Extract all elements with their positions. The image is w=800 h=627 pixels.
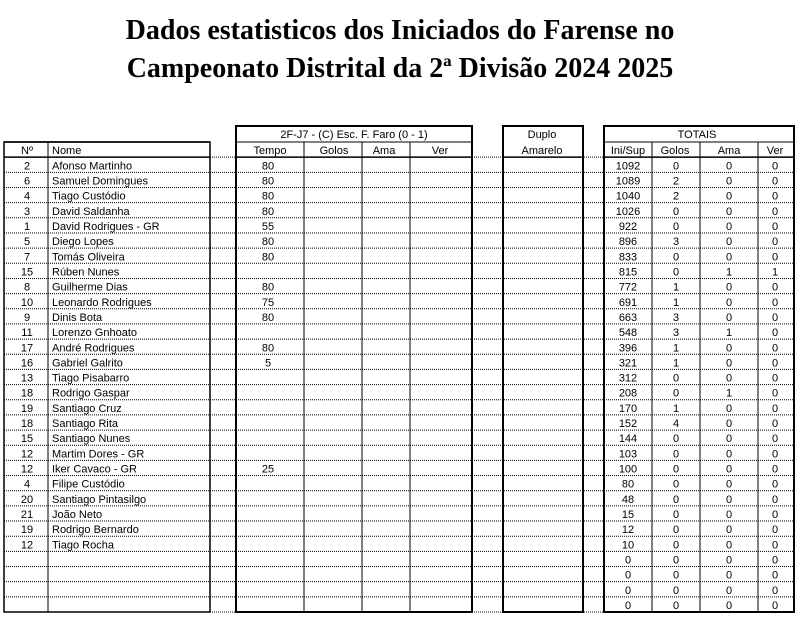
cell-total-ver: 0 [771,554,779,567]
cell-total-ini: 152 [618,418,638,431]
cell-tempo: 80 [261,251,275,264]
cell-number: 17 [20,342,34,355]
cell-tempo: 80 [261,236,275,249]
cell-total-ama: 0 [725,281,733,294]
cell-total-ver: 0 [771,160,779,173]
cell-total-ini: 103 [618,448,638,461]
cell-number: 20 [20,493,34,506]
cell-total-golos: 0 [672,569,680,582]
cell-total-ini: 1026 [615,205,641,218]
cell-tempo: 80 [261,160,275,173]
cell-name: Santiago Cruz [52,402,122,415]
cell-name: Rodrigo Bernardo [52,524,139,537]
cell-name: Tiago Rocha [52,539,114,552]
cell-name: Rúben Nunes [52,266,120,279]
cell-total-golos: 3 [672,327,680,340]
cell-total-ama: 1 [725,327,733,340]
cell-total-golos: 0 [672,372,680,385]
cell-total-ver: 0 [771,463,779,476]
cell-number: 10 [20,296,34,309]
cell-tempo: 80 [261,342,275,355]
cell-number: 12 [20,448,34,461]
cell-total-ver: 0 [771,433,779,446]
cell-total-ver: 0 [771,372,779,385]
cell-total-golos: 3 [672,236,680,249]
cell-name: Tomás Oliveira [52,251,125,264]
cell-number: 12 [20,463,34,476]
cell-total-golos: 0 [672,524,680,537]
cell-total-ver: 0 [771,281,779,294]
header-game: 2F-J7 - (C) Esc. F. Faro (0 - 1) [280,129,428,141]
cell-total-ama: 0 [725,524,733,537]
cell-number: 6 [23,175,31,188]
header-totals: TOTAIS [677,129,717,141]
cell-name: Leonardo Rodrigues [52,296,152,309]
cell-total-ini: 0 [624,600,632,612]
cell-total-ini: 833 [618,251,638,264]
cell-number: 15 [20,266,34,279]
cell-number: 18 [20,387,34,400]
cell-total-ver: 0 [771,220,779,233]
cell-total-golos: 0 [672,600,680,612]
cell-total-ini: 772 [618,281,638,294]
cell-number: 11 [21,327,33,340]
cell-total-ama: 0 [725,236,733,249]
cell-total-ver: 0 [771,190,779,203]
cell-tempo: 80 [261,311,275,324]
cell-total-golos: 0 [672,205,680,218]
cell-name: Guilherme Dias [52,281,128,294]
cell-total-ama: 0 [725,600,733,612]
cell-tempo: 80 [261,205,275,218]
page-title-line-1: Dados estatisticos dos Iniciados do Farense no [125,15,675,46]
cell-total-golos: 0 [672,478,680,491]
cell-total-ini: 0 [624,584,632,597]
cell-total-golos: 1 [672,357,680,370]
header-totals-ama: Ama [717,145,741,157]
cell-total-ama: 0 [725,569,733,582]
cell-total-ver: 0 [771,539,779,552]
cell-total-golos: 0 [672,387,680,400]
cell-total-golos: 0 [672,220,680,233]
cell-number: 4 [23,478,31,491]
cell-total-ama: 0 [725,160,733,173]
cell-number: 5 [23,236,31,249]
cell-total-ama: 0 [725,509,733,522]
header-double-yellow-1: Duplo [527,129,557,141]
cell-total-ama: 0 [725,493,733,506]
header-game-golos: Golos [319,145,349,157]
cell-number: 19 [20,402,34,415]
cell-total-ver: 0 [771,311,779,324]
cell-total-ini: 12 [621,524,635,537]
cell-total-ver: 0 [771,600,779,612]
cell-number: 19 [20,524,34,537]
cell-name: Tiago Custódio [52,190,126,203]
cell-name: Diego Lopes [52,236,114,249]
cell-total-ini: 80 [621,478,635,491]
cell-total-ama: 0 [725,190,733,203]
cell-total-golos: 0 [672,266,680,279]
cell-total-ver: 0 [771,205,779,218]
cell-name: Afonso Martinho [52,160,133,173]
cell-tempo: 80 [261,175,275,188]
cell-total-ama: 1 [725,387,733,400]
cell-total-ama: 0 [725,584,733,597]
cell-total-ini: 1092 [615,160,641,173]
cell-tempo: 25 [261,463,275,476]
cell-total-ver: 0 [771,342,779,355]
cell-total-ama: 0 [725,205,733,218]
cell-total-ver: 0 [771,493,779,506]
cell-total-golos: 1 [672,296,680,309]
cell-total-ama: 0 [725,463,733,476]
cell-total-ver: 0 [771,357,779,370]
cell-total-golos: 0 [672,493,680,506]
cell-name: Iker Cavaco - GR [52,463,137,476]
cell-total-ini: 896 [618,236,638,249]
cell-total-ini: 396 [618,342,638,355]
cell-total-ver: 0 [771,418,779,431]
cell-name: Tiago Pisabarro [52,372,130,385]
cell-total-ver: 0 [771,296,779,309]
cell-name: Santiago Nunes [52,433,131,446]
cell-total-ver: 0 [771,509,779,522]
cell-total-ver: 1 [771,266,779,279]
cell-total-golos: 0 [672,539,680,552]
header-totals-golos: Golos [660,145,690,157]
cell-total-ini: 321 [618,357,638,370]
cell-name: David Rodrigues - GR [52,220,160,233]
page-title-line-2: Campeonato Distrital da 2ª Divisão 2024 2025 [126,53,674,84]
cell-total-ini: 0 [624,569,632,582]
cell-total-golos: 1 [672,281,680,294]
header-game-ama: Ama [372,145,396,157]
header-number: Nº [21,145,33,157]
cell-total-golos: 0 [672,584,680,597]
cell-total-ama: 0 [725,220,733,233]
cell-total-golos: 4 [672,418,680,431]
header-game-tempo: Tempo [253,145,287,157]
cell-total-ini: 10 [621,539,635,552]
header-name: Nome [52,145,82,157]
cell-number: 2 [23,160,31,173]
cell-tempo: 75 [261,296,275,309]
cell-total-ver: 0 [771,236,779,249]
cell-number: 18 [20,418,34,431]
cell-total-ini: 15 [621,509,635,522]
cell-total-ama: 0 [725,554,733,567]
cell-total-ver: 0 [771,569,779,582]
cell-total-ini: 548 [618,327,638,340]
cell-name: André Rodrigues [52,342,135,355]
cell-total-ver: 0 [771,402,779,415]
header-totals-ini: Ini/Sup [610,145,646,157]
cell-name: Samuel Domingues [52,175,148,188]
cell-tempo: 5 [264,357,272,370]
cell-total-golos: 0 [672,554,680,567]
cell-total-golos: 0 [672,251,680,264]
cell-number: 3 [23,205,31,218]
cell-total-ini: 100 [618,463,638,476]
cell-number: 12 [20,539,34,552]
cell-total-golos: 2 [672,190,680,203]
cell-total-ama: 0 [725,342,733,355]
cell-total-ini: 663 [618,311,638,324]
cell-total-ama: 0 [725,402,733,415]
cell-name: David Saldanha [52,205,130,218]
cell-total-ini: 0 [624,554,632,567]
cell-total-ini: 144 [618,433,638,446]
cell-total-golos: 1 [672,402,680,415]
cell-name: Gabriel Galrito [52,357,123,370]
cell-total-ini: 312 [618,372,638,385]
cell-total-golos: 0 [672,509,680,522]
cell-name: João Neto [52,509,103,522]
cell-total-ini: 48 [621,493,635,506]
cell-name: Rodrigo Gaspar [52,387,130,400]
cell-tempo: 55 [261,220,275,233]
cell-number: 9 [23,311,31,324]
cell-total-golos: 0 [672,463,680,476]
cell-tempo: 80 [261,281,275,294]
cell-total-ama: 0 [725,418,733,431]
cell-total-golos: 3 [672,311,680,324]
cell-total-ini: 1089 [615,175,641,188]
cell-total-ama: 0 [725,433,733,446]
cell-total-ver: 0 [771,251,779,264]
cell-name: Santiago Rita [52,418,119,431]
cell-total-ama: 0 [725,296,733,309]
cell-total-golos: 0 [672,160,680,173]
cell-total-golos: 0 [672,448,680,461]
cell-total-ama: 0 [725,372,733,385]
cell-name: Filipe Custódio [52,478,125,491]
cell-tempo: 80 [261,190,275,203]
cell-name: Santiago Pintasilgo [52,493,147,506]
cell-total-ver: 0 [771,448,779,461]
cell-total-ver: 0 [771,478,779,491]
cell-total-ama: 0 [725,311,733,324]
cell-name: Lorenzo Gnhoato [52,327,138,340]
cell-total-ini: 1040 [615,190,641,203]
header-game-ver: Ver [431,145,449,157]
cell-total-ama: 0 [725,175,733,188]
cell-total-ini: 170 [618,402,638,415]
cell-number: 4 [23,190,31,203]
cell-total-golos: 1 [672,342,680,355]
cell-number: 16 [20,357,34,370]
cell-total-ama: 1 [725,266,733,279]
cell-total-ini: 691 [618,296,638,309]
cell-total-ama: 0 [725,357,733,370]
cell-total-ama: 0 [725,448,733,461]
cell-total-golos: 0 [672,433,680,446]
cell-number: 13 [20,372,34,385]
cell-name: Dinis Bota [52,311,103,324]
cell-total-ver: 0 [771,327,779,340]
cell-total-ver: 0 [771,175,779,188]
cell-total-ama: 0 [725,539,733,552]
cell-total-ver: 0 [771,524,779,537]
cell-number: 15 [20,433,34,446]
cell-number: 8 [23,281,31,294]
cell-total-ver: 0 [771,584,779,597]
cell-number: 1 [23,220,31,233]
cell-total-golos: 2 [672,175,680,188]
cell-total-ini: 208 [618,387,638,400]
cell-total-ini: 815 [618,266,638,279]
cell-total-ini: 922 [618,220,638,233]
cell-total-ama: 0 [725,251,733,264]
cell-name: Martim Dores - GR [52,448,145,461]
cell-total-ver: 0 [771,387,779,400]
header-double-yellow-2: Amarelo [521,145,563,157]
cell-number: 7 [23,251,31,264]
cell-total-ama: 0 [725,478,733,491]
cell-number: 21 [20,509,34,522]
header-totals-ver: Ver [766,145,784,157]
